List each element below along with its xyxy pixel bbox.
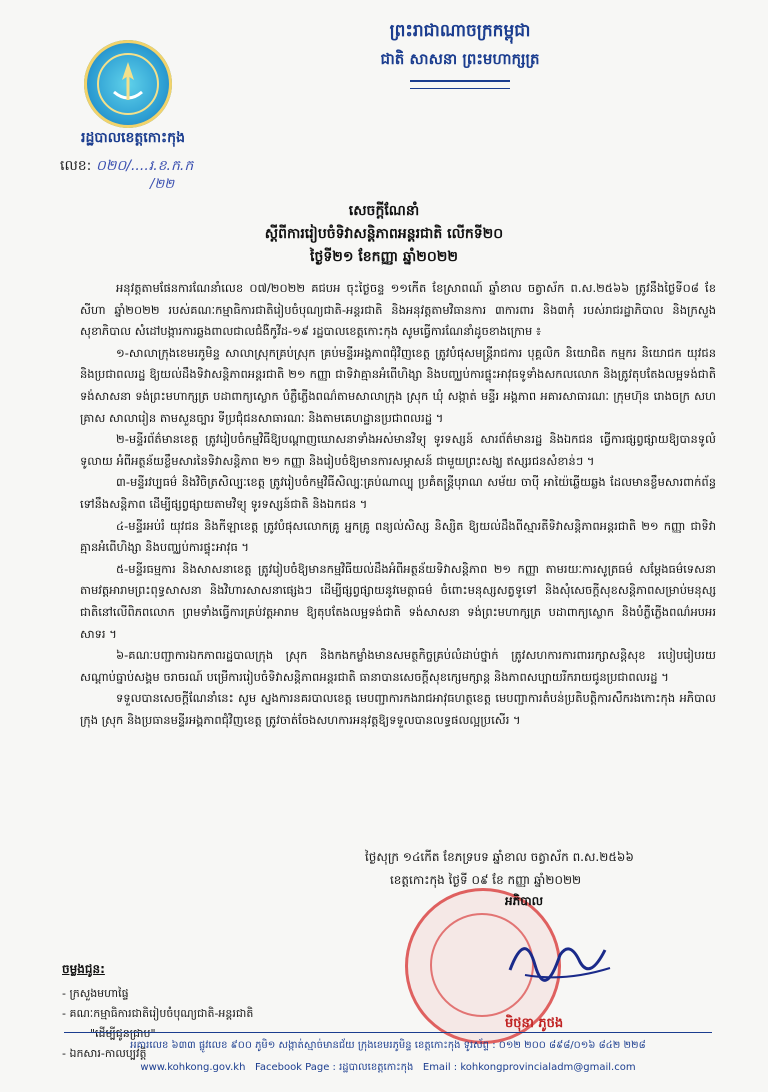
ref-suffix: /២២ [150,177,175,192]
signature-icon [505,920,615,990]
email-label: Email : [422,1062,458,1073]
facebook-value: រដ្ឋបាលខេត្តកោះកុង [339,1062,414,1073]
body-paragraph: ១-សាលាក្រុងខេមរភូមិន្ទ សាលាស្រុកគ្រប់ស្រុក គ្រប់មន្ទីរអង្គភាពជុំវិញខេត្ត ត្រូវបំផុសមន្ត្រីរាជការ បុគ្គលិក និយោជិត កម្មករ និយោជក យុវជន និងប្រជាពលរដ្ឋ ឱ្យយល់ដឹងទិវាសន្តិភាពអន្តរជាតិ ២១ កញ្ញា ជាទិវាគ្មានអំពើហិង្សា និងបញ្ឈប់ការផ្ទុះអាវុធទូទាំងសកលលោក និងត្រូវតុបតែងលម្អទង់ជាតិ ទង់សាសនា ទង់ព្រះមហាក្សត្រ បដាពាក្យស្លោក បំភ្លឺភ្លើងពណ៌តាមសាលាក្រុង ស្រុក ឃុំ សង្កាត់ មន្ទីរ អង្គភាព អគារសាធារណៈ ក្រុមហ៊ុន រោងចក្រ សហគ្រាស សាលារៀន តាមសួនច្បារ ទីប្រជុំជនសាធារណៈ និងតាមគេហដ្ឋានប្រជាពលរដ្ឋ ។ [80,345,716,425]
list-item: - គណៈកម្មាធិការជាតិរៀបចំបុណ្យជាតិ-អន្តរជាតិ [62,1007,254,1020]
signer-name: មិថុនា ភូថង [505,1016,564,1031]
footer-contact [64,1060,712,1075]
title-line-3: ថ្ងៃទី២១ ខែកញ្ញា ឆ្នាំ២០២២ [310,249,458,265]
signer-title: អភិបាល [505,894,544,908]
body-paragraph: អនុវត្តតាមផែនការណែនាំលេខ ០៧/២០២២ គជបអ ចុះថ្ងៃចន្ទ ១១កើត ខែស្រាពណ៍ ឆ្នាំខាល ចត្វាស័ក ព.ស.២៥៦៦ ត្រូវនឹងថ្ងៃទី០៨ ខែសីហា ឆ្នាំ២០២២ របស់គណៈកម្មាធិការជាតិរៀបចំបុណ្យជាតិ-អន្តរជាតិ និងអនុវត្តតាមវិធានការ ៣ការពារ និង៣កុំ របស់រាជរដ្ឋាភិបាល និងក្រសួងសុខាភិបាល សំដៅបង្ការការឆ្លងពាលជាលជំងឺកូវីដ-១៩ រដ្ឋបាលខេត្តកោះកុង សូមធ្វើការណែនាំដូចខាងក្រោម ៖ [80,281,716,339]
ref-value: ០២០/....រ.ខ.ក.ក [95,158,194,174]
recipients-title: ចម្លងជូន: [62,962,105,976]
kingdom-heading: ព្រះរាជាណាចក្រកម្ពុជា [389,21,531,41]
document-title [120,200,648,269]
header-ornament [410,80,510,89]
list-item: - ក្រសួងមហាផ្ទៃ [62,987,129,1000]
footer-divider [64,1032,712,1033]
solar-date: ខេត្តកោះកុង ថ្ងៃទី ០៩ ខែ កញ្ញា ឆ្នាំ២០២២ [390,873,582,887]
footer-website: www.kohkong.gov.kh [140,1062,246,1073]
body-paragraph: ៥-មន្ទីរធម្មការ និងសាសនាខេត្ត ត្រូវរៀបចំឱ្យមានកម្មវិធីយល់ដឹងអំពីអត្ថន័យទិវាសន្តិភាព ២១ កញ្ញា តាមរយៈការសូត្រធម៌ សម្តែងធម៌ទេសនា តាមវត្តអារាមព្រះពុទ្ធសាសនា និងវិហារសាសនាផ្សេងៗ ដើម្បីផ្សព្វផ្សាយនូវមេត្តាធម៌ ចំពោះមនុស្សសត្វទូទៅ និងសុំសេចក្តីសុខសន្តិភាពសម្រាប់មនុស្សជាតិនៅលើពិភពលោក ព្រមទាំងធ្វើការគ្រប់វត្តអារាម ឱ្យតុបតែងលម្អទង់ជាតិ ទង់សាសនា ទង់ព្រះមហាក្សត្រ បដាពាក្យស្លោក និងបំភ្លឺភ្លើងពណ៌អបអរសាទរ ។ [80,561,716,641]
body-paragraph: ៤-មន្ទីរអប់រំ យុវជន និងកីឡាខេត្ត ត្រូវបំផុសលោកគ្រូ អ្នកគ្រូ ពន្យល់សិស្ស និស្សិត ឱ្យយល់ដឹងពីស្មារតីទិវាសន្តិភាពអន្តរជាតិ ២១ កញ្ញា ជាទិវាគ្មានអំពើហិង្សា និងបញ្ឈប់ការផ្ទុះអាវុធ ។ [80,518,716,555]
provincial-logo-icon [84,40,172,128]
title-line-2: ស្តីពីការរៀបចំទិវាសន្តិភាពអន្តរជាតិ លើកទី២០ [264,226,504,242]
facebook-label: Facebook Page : [254,1062,336,1073]
body-paragraph: ទទួលបានសេចក្តីណែនាំនេះ សូម ស្នងការនគរបាលខេត្ត មេបញ្ជាការកងរាជអាវុធហត្ថខេត្ត មេបញ្ជាការតំបន់ប្រតិបត្តិការសឹករងកោះកុង អភិបាលក្រុង ស្រុក និងប្រធានមន្ទីរអង្គភាពជុំវិញខេត្ត ត្រូវចាត់ចែងសហការអនុវត្តឱ្យទទួលបានលទ្ធផលល្អប្រសើរ ។ [80,691,716,727]
body-paragraph: ២-មន្ទីរព័ត៌មានខេត្ត ត្រូវរៀបចំកម្មវិធីឱ្យបណ្តាញឃោសនាទាំងអស់មានវិទ្យុ ទូរទស្សន៍ សារព័ត៌មានរដ្ឋ និងឯកជន ធ្វើការផ្សព្វផ្សាយឱ្យបានទូលំទូលាយ អំពីអត្ថន័យខ្លឹមសារនៃទិវាសន្តិភាព ២១ កញ្ញា និងរៀបចំឱ្យមានការសម្ភាសន៍ ជាមួយព្រះសង្ឃ ឥស្សរជនសំខាន់ៗ ។ [80,432,716,468]
ref-label: លេខ: [60,158,92,174]
national-motto: ជាតិ សាសនា ព្រះមហាក្សត្រ [380,50,540,68]
footer-address: អគារលេខ ៦៣៣ ផ្លូវលេខ ៩០០ ភូមិ១ សង្កាត់ស្មាច់មានជ័យ ក្រុងខេមរភូមិន្ទ ខេត្តកោះកុង ទូរស័ព្ទ : ០១២ ២០០ ៨៩៨/០១៦ ៨៤២ ២២៨ [130,1040,646,1051]
province-name: រដ្ឋបាលខេត្តកោះកុង [81,130,185,146]
list-item: - ឯកសារ-កាលប្បវត្តិ [62,1047,147,1060]
title-line-1: សេចក្តីណែនាំ [348,203,420,219]
list-item: "ដើម្បីជូនជ្រាប" [90,1027,156,1040]
lunar-date: ថ្ងៃសុក្រ ១៤កើត ខែភទ្របទ ឆ្នាំខាល ចត្វាស័ក ព.ស.២៥៦៦ [365,850,634,864]
document-body [80,278,716,731]
body-paragraph: ៣-មន្ទីរវប្បធម៌ និងវិចិត្រសិល្បៈខេត្ត ត្រូវរៀបចំកម្មវិធីសិល្បៈគ្រប់ណាល្បុ ប្រគំតន្ត្រីបុរាណ សម័យ ចាប៉ី អាយ៉ៃឆ្លើយឆ្លង ដែលមានខ្លឹមសារពាក់ព័ន្ធទៅនឹងសន្តិភាព ដើម្បីផ្សព្វផ្សាយតាមវិទ្យុ ទូរទស្សន៍ជាតិ និងឯកជន ។ [80,475,716,511]
body-paragraph: ៦-គណៈបញ្ជាការឯកភាពរដ្ឋបាលក្រុង ស្រុក និងកងកម្លាំងមានសមត្ថកិច្ចគ្រប់លំដាប់ថ្នាក់ ត្រូវសហការការពាររក្សាសន្តិសុខ របៀបរៀបរយ សណ្តាប់ធ្នាប់សង្គម ចរាចរណ៍ បម្រើការរៀបចំទិវាសន្តិភាពអន្តរជាតិ ធានាបានសេចក្តីសុខក្សេមក្សាន្ត និងភាពសប្បាយរីករាយជូនប្រជាពលរដ្ឋ ។ [80,648,716,684]
email-value: kohkongprovincialadm@gmail.com [460,1062,636,1073]
reference-number [60,156,260,177]
